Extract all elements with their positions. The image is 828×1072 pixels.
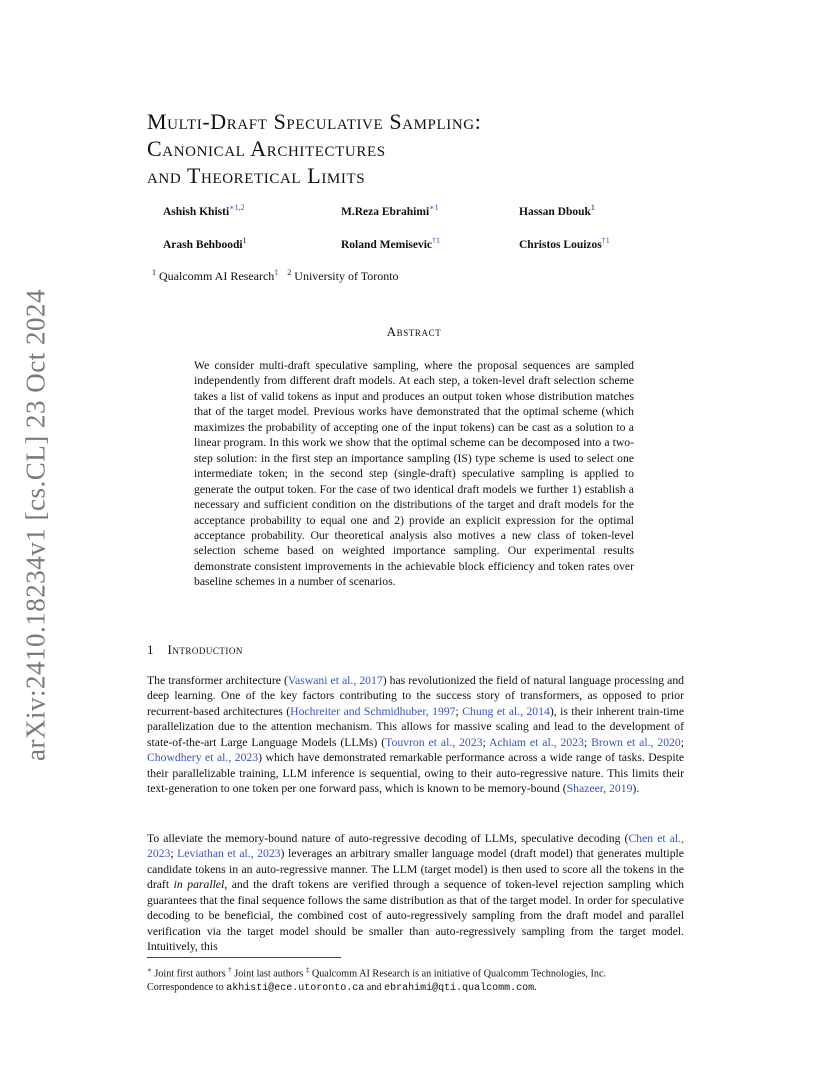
footnote-mark: † [228, 966, 232, 974]
text: Joint last authors [231, 968, 306, 980]
author-khisti [163, 203, 245, 218]
section-heading [147, 642, 243, 658]
section-number: 1 [147, 642, 154, 657]
citation-link[interactable]: Touvron et al., 2023 [385, 735, 483, 749]
author-marks[interactable]: ∗1,2 [229, 203, 245, 212]
citation-link[interactable]: Chowdhery et al., 2023 [147, 751, 259, 765]
text: ; [482, 735, 489, 749]
email-link[interactable]: akhisti@ece.utoronto.ca [226, 982, 365, 994]
text: ), is their inherent train-time parallelization due to the attention mechanism. This allows for massive scaling and lead to the development of state-of-the-art Large Language Models (LLMs) ( [147, 704, 685, 749]
author-louizos [519, 236, 610, 251]
footnote-mark: ∗ [147, 966, 152, 974]
email-link[interactable]: ebrahimi@qti.qualcomm.com [384, 982, 535, 994]
author-ebrahimi [341, 203, 439, 218]
affiliation-toronto: University of Toronto [294, 269, 399, 283]
affiliation-qualcomm: Qualcomm AI Research [159, 269, 275, 283]
text: ). [632, 782, 640, 796]
text: Joint first authors [151, 968, 229, 980]
author-marks[interactable]: ∗1 [429, 203, 439, 212]
footnote-mark[interactable]: ‡ [274, 268, 279, 277]
author-marks[interactable]: †1 [601, 236, 610, 245]
author-behboodi [163, 236, 247, 251]
text: ) leverages an arbitrary smaller language model (draft model) that generates multiple candidate tokens in an auto-regressive manner. The LLM (target model) is then used to score all the tokens in the draft [147, 847, 684, 892]
author-name: Christos Louizos [519, 238, 602, 251]
author-name: Arash Behboodi [163, 238, 243, 251]
text: To alleviate the memory-bound nature of auto-regressive decoding of LLMs, speculative decoding ( [147, 832, 629, 845]
author-marks[interactable]: †1 [432, 236, 441, 245]
author-dbouk [519, 203, 595, 218]
text: ) has revolutionized the field of natural language processing and deep learning. One of the key factors contributing to the success story of transformers, as opposed to prior recurrent-based architectures ( [147, 674, 685, 718]
author-marks: 1 [242, 236, 247, 245]
text: ; [583, 735, 592, 749]
citation-link[interactable]: Brown et al., 2020 [591, 735, 681, 749]
author-memisevic [341, 236, 440, 251]
title-line-2: Canonical Architectures [147, 136, 386, 161]
arxiv-identifier: arXiv:2410.18234v1 [cs.CL] 23 Oct 2024 [20, 289, 51, 761]
affiliations [152, 268, 399, 284]
citation-link[interactable]: Vaswani et al., 2017 [287, 674, 383, 687]
author-name: Roland Memisevic [341, 238, 433, 251]
citation-link[interactable]: Chen et al., 2023 [147, 832, 685, 861]
citation-link[interactable]: Leviathan et al., 2023 [177, 847, 281, 861]
intro-paragraph-1 [147, 673, 684, 797]
text: . [534, 981, 537, 993]
text: , and the draft tokens are verified through a sequence of token-level rejection sampling which guarantees that the final sequence follows the same distribution as that of the target model. In order for speculative decoding to be beneficial, the combined cost of auto-regressively sampling from the draft model and parallel verification via the target model should be smaller than auto-regressively sampling from the target model. Intuitively, this [147, 878, 684, 954]
text: The transformer architecture ( [147, 674, 288, 687]
section-title: Introduction [167, 642, 243, 657]
text: and [364, 981, 385, 993]
text: ; [170, 847, 178, 861]
affiliation-mark: 1 [152, 268, 156, 277]
text: Correspondence to [147, 981, 227, 993]
footnote [147, 964, 687, 995]
title-line-1: Multi-Draft Speculative Sampling: [147, 109, 482, 134]
emphasis: in parallel [173, 878, 225, 892]
paper-title [147, 108, 481, 189]
author-marks: 1 [590, 203, 595, 212]
title-line-3: and Theoretical Limits [147, 163, 366, 188]
citation-link[interactable]: Shazeer, 2019 [566, 782, 633, 796]
citation-link[interactable]: Chung et al., 2014 [462, 704, 550, 718]
abstract-text: We consider multi-draft speculative sampling, where the proposal sequences are sampled independently from different draft models. At each step, a token-level draft selection scheme takes a list of valid tokens as input and produces an output token whose distribution matches that of the target model. Previous works have demonstrated that the optimal scheme (which maximizes the probability of accepting one of the input tokens) can be cast as a solution to a linear program. In this work we show that the optimal scheme can be decomposed into a two-step solution: in the first step an importance sampling (IS) type scheme is used to select one intermediate token; in the second step (single-draft) speculative sampling is applied to generate the output token. For the case of two identical draft models we further 1) establish a necessary and sufficient condition on the distributions of the target and draft models for the acceptance probability to equal one and 2) provide an explicit expression for the optimal acceptance probability. Our theoretical analysis also motives a new class of token-level selection scheme based on weighted importance sampling. Our experimental results demonstrate consistent improvements in the achievable block efficiency and token rates over baseline schemes in a number of scenarios. [194, 359, 634, 589]
text: ) which have demonstrated remarkable performance across a wide range of tasks. Despite their parallelizable training, LLM inference is sequential, owing to their auto-regressive nature. This limits their text-generation to one token per one forward pass, which is known to be memory-bound ( [147, 751, 685, 796]
arxiv-stamp [12, 290, 60, 760]
abstract-heading: Abstract [386, 324, 442, 339]
intro-paragraph-2 [147, 831, 684, 955]
text: ; [680, 735, 684, 749]
text: ; [455, 704, 463, 718]
author-name: Hassan Dbouk [519, 205, 591, 218]
text: Qualcomm AI Research is an initiative of Qualcomm Technologies, Inc. [309, 968, 607, 980]
author-name: Ashish Khisti [163, 205, 230, 218]
citation-link[interactable]: Hochreiter and Schmidhuber, 1997 [290, 704, 456, 718]
footnote-rule [147, 957, 341, 958]
citation-link[interactable]: Achiam et al., 2023 [489, 735, 584, 749]
author-name: M.Reza Ebrahimi [341, 205, 430, 218]
affiliation-mark: 2 [287, 268, 292, 277]
footnote-mark: ‡ [305, 966, 310, 974]
